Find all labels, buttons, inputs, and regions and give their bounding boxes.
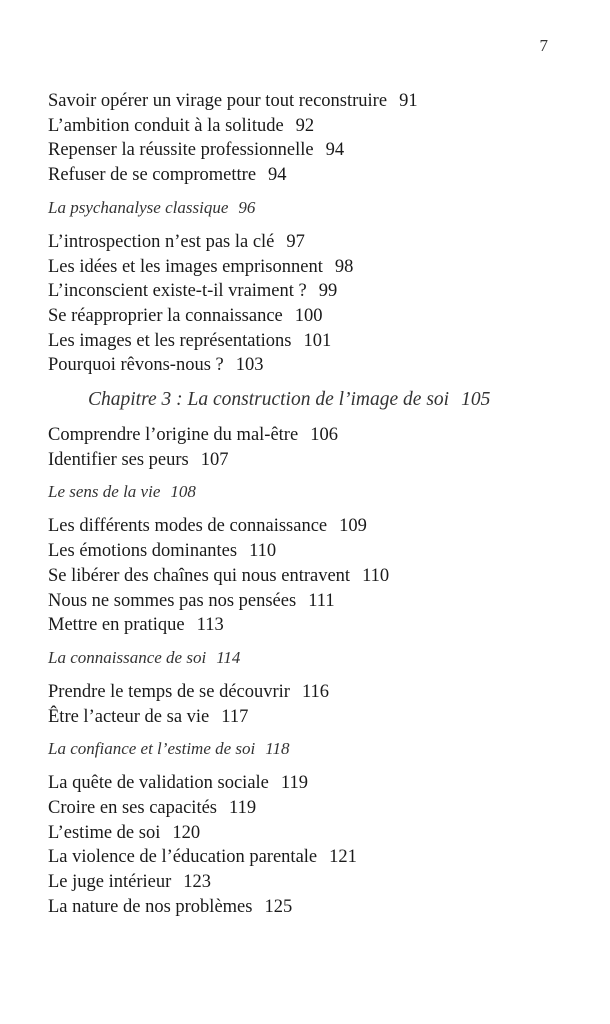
toc-entry	[48, 89, 568, 114]
toc-entry-title: L’inconscient existe-t-il vraiment ?	[48, 281, 307, 302]
toc-entry-title: Pourquoi rêvons-nous ?	[48, 355, 224, 376]
table-of-contents	[48, 89, 568, 920]
toc-entry-title: Refuser de se compromettre	[48, 165, 257, 186]
toc-entry-title: Se libérer des chaînes qui nous entravent	[48, 565, 351, 586]
toc-section-title: La connaissance de soi	[48, 647, 207, 667]
toc-entry	[48, 680, 568, 705]
toc-group	[48, 230, 568, 378]
toc-entry-title: Les émotions dominantes	[48, 541, 238, 562]
toc-entry	[48, 448, 568, 473]
toc-section-page: 118	[265, 739, 290, 759]
toc-section-heading	[48, 481, 568, 503]
toc-section-title: La psychanalyse classique	[48, 197, 229, 217]
toc-entry-title: Prendre le temps de se découvrir	[48, 681, 290, 702]
toc-entry-page: 100	[294, 305, 323, 326]
toc-entry-page: 99	[318, 281, 338, 302]
toc-entry-page: 97	[286, 231, 305, 252]
toc-group	[48, 89, 568, 188]
toc-entry-page: 120	[172, 822, 201, 843]
toc-entry-title: Identifier ses peurs	[48, 449, 189, 470]
toc-section-heading	[48, 197, 568, 219]
toc-entry-title: Les images et les représentations	[48, 330, 292, 351]
toc-entry-title: Les idées et les images emprisonnent	[48, 256, 323, 277]
toc-entry-title: La violence de l’éducation parentale	[48, 847, 318, 868]
toc-entry-page: 119	[229, 798, 257, 819]
toc-entry-page: 91	[399, 91, 418, 111]
toc-entry-page: 109	[339, 516, 367, 537]
toc-entry-title: Savoir opérer un virage pour tout reconstruire	[48, 91, 388, 111]
toc-entry-page: 121	[329, 847, 357, 868]
toc-entry	[48, 705, 568, 730]
toc-entry	[48, 613, 568, 638]
toc-entry-title: La quête de validation sociale	[48, 773, 269, 794]
toc-section-title: La confiance et l’estime de soi	[48, 739, 256, 759]
toc-group	[48, 514, 568, 638]
toc-entry-page: 94	[325, 140, 345, 161]
toc-chapter-heading	[48, 387, 568, 413]
toc-entry	[48, 564, 568, 589]
toc-entry-page: 103	[235, 355, 264, 376]
toc-entry-title: Nous ne sommes pas nos pensées	[48, 590, 297, 611]
toc-entry-page: 117	[221, 706, 249, 727]
toc-entry	[48, 114, 568, 139]
toc-entry	[48, 539, 568, 564]
toc-entry	[48, 279, 568, 304]
toc-entry	[48, 138, 568, 163]
toc-entry-page: 125	[264, 896, 293, 917]
toc-entry-page: 106	[310, 425, 338, 446]
toc-entry-page: 101	[303, 330, 332, 351]
toc-entry-page: 110	[362, 565, 390, 586]
toc-entry-page: 113	[196, 615, 224, 636]
toc-entry	[48, 771, 568, 796]
toc-entry-page: 110	[249, 541, 277, 562]
page-number: 7	[539, 36, 548, 55]
toc-section-page: 108	[170, 482, 196, 502]
toc-entry-title: Croire en ses capacités	[48, 798, 217, 819]
toc-section-heading	[48, 647, 568, 669]
toc-entry	[48, 163, 568, 188]
toc-entry	[48, 895, 568, 920]
toc-group	[48, 680, 568, 729]
toc-section-page: 114	[216, 647, 241, 667]
toc-entry	[48, 796, 568, 821]
toc-entry	[48, 870, 568, 895]
toc-entry-page: 119	[280, 773, 308, 794]
toc-section-title: Le sens de la vie	[48, 482, 161, 502]
toc-entry-title: Se réapproprier la connaissance	[48, 305, 283, 326]
toc-entry-title: Le juge intérieur	[48, 872, 172, 893]
toc-entry-title: L’estime de soi	[48, 822, 161, 843]
toc-entry-page: 111	[308, 590, 335, 611]
toc-entry-title: Les différents modes de connaissance	[48, 516, 328, 537]
toc-entry	[48, 329, 568, 354]
toc-chapter-page: 105	[461, 389, 491, 411]
toc-group	[48, 771, 568, 919]
toc-entry	[48, 230, 568, 255]
toc-entry-page: 107	[200, 449, 229, 470]
toc-entry-title: La nature de nos problèmes	[48, 896, 253, 917]
toc-section-heading	[48, 738, 568, 760]
toc-entry-page: 116	[301, 681, 330, 702]
toc-entry-title: Mettre en pratique	[48, 615, 185, 636]
toc-entry	[48, 589, 568, 614]
toc-entry	[48, 845, 568, 870]
toc-entry-title: Comprendre l’origine du mal-être	[48, 425, 299, 446]
toc-group	[48, 423, 568, 472]
toc-entry-title: Repenser la réussite professionnelle	[48, 140, 314, 161]
toc-entry	[48, 423, 568, 448]
toc-entry	[48, 255, 568, 280]
toc-entry-page: 123	[183, 872, 212, 893]
toc-entry	[48, 304, 568, 329]
toc-entry-page: 94	[268, 165, 287, 186]
toc-entry-title: L’introspection n’est pas la clé	[48, 231, 275, 252]
toc-entry-title: L’ambition conduit à la solitude	[48, 115, 284, 136]
toc-entry	[48, 821, 568, 846]
toc-section-page: 96	[238, 197, 256, 217]
toc-entry-page: 92	[295, 115, 315, 136]
toc-entry	[48, 514, 568, 539]
toc-entry	[48, 353, 568, 378]
toc-chapter-title: Chapitre 3 : La construction de l’image de soi	[88, 389, 450, 411]
toc-entry-page: 98	[334, 256, 354, 277]
toc-entry-title: Être l’acteur de sa vie	[48, 706, 210, 727]
